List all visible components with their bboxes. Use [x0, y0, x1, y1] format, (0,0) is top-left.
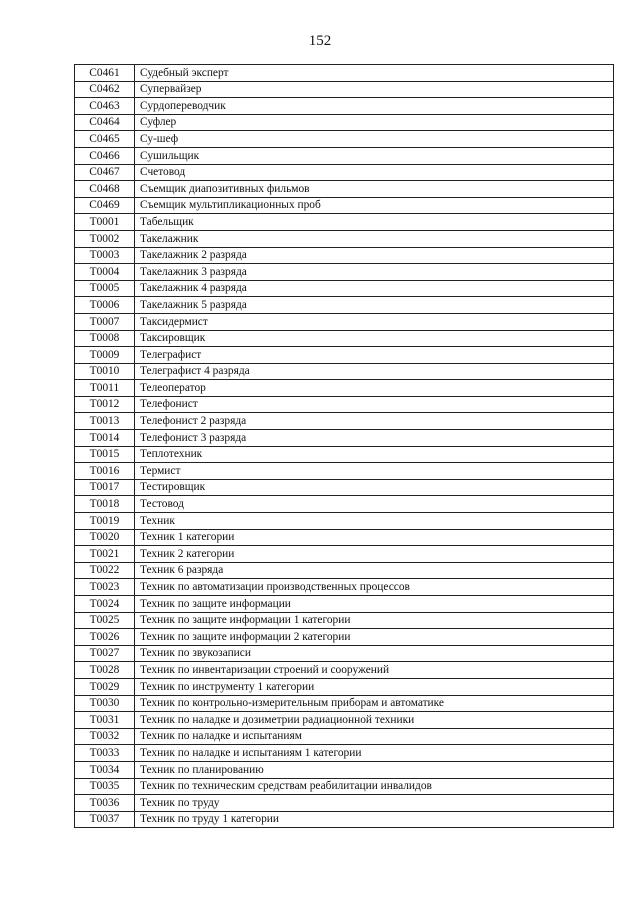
occupation-code: T0012: [75, 396, 135, 413]
table-row: [75, 496, 614, 513]
table-row: [75, 247, 614, 264]
table-row: [75, 778, 614, 795]
occupation-code: T0004: [75, 264, 135, 281]
table-row: [75, 479, 614, 496]
occupation-code: C0467: [75, 164, 135, 181]
occupation-code: T0021: [75, 546, 135, 563]
occupation-code: C0463: [75, 98, 135, 115]
occupation-code: T0029: [75, 678, 135, 695]
occupation-code: T0023: [75, 579, 135, 596]
occupation-name: Техник по техническим средствам реабилитации инвалидов: [135, 778, 614, 795]
occupation-name: Техник по защите информации 1 категории: [135, 612, 614, 629]
table-row: [75, 430, 614, 447]
occupation-name: Судебный эксперт: [135, 65, 614, 82]
occupation-name: Телеграфист 4 разряда: [135, 363, 614, 380]
occupation-name: Техник по автоматизации производственных процессов: [135, 579, 614, 596]
occupation-code: T0010: [75, 363, 135, 380]
table-row: [75, 745, 614, 762]
occupation-name: Сурдопереводчик: [135, 98, 614, 115]
occupation-name: Теплотехник: [135, 446, 614, 463]
occupation-name: Тестировщик: [135, 479, 614, 496]
occupation-code: T0020: [75, 529, 135, 546]
occupation-code: T0036: [75, 795, 135, 812]
occupation-name: Су-шеф: [135, 131, 614, 148]
table-row: [75, 396, 614, 413]
table-row: [75, 280, 614, 297]
table-row: [75, 65, 614, 82]
occupation-code: T0026: [75, 629, 135, 646]
table-row: [75, 612, 614, 629]
table-row: [75, 695, 614, 712]
table-row: [75, 181, 614, 198]
occupation-name: Такелажник 3 разряда: [135, 264, 614, 281]
occupation-name: Суфлер: [135, 114, 614, 131]
table-row: [75, 811, 614, 828]
occupation-code: T0006: [75, 297, 135, 314]
table-row: [75, 513, 614, 530]
occupation-name: Термист: [135, 463, 614, 480]
occupation-code: C0469: [75, 197, 135, 214]
table-body: [75, 65, 614, 828]
table-row: [75, 131, 614, 148]
table-row: [75, 662, 614, 679]
table-row: [75, 363, 614, 380]
occupation-code: T0014: [75, 430, 135, 447]
occupation-name: Счетовод: [135, 164, 614, 181]
occupation-code: T0025: [75, 612, 135, 629]
occupation-name: Сушильщик: [135, 147, 614, 164]
table-row: [75, 114, 614, 131]
occupation-code: T0019: [75, 513, 135, 530]
occupation-name: Тестовод: [135, 496, 614, 513]
table-row: [75, 147, 614, 164]
table-row: [75, 446, 614, 463]
table-row: [75, 712, 614, 729]
occupation-code: T0031: [75, 712, 135, 729]
occupation-name: Техник по контрольно-измерительным приборам и автоматике: [135, 695, 614, 712]
occupation-name: Техник по инструменту 1 категории: [135, 678, 614, 695]
table-row: [75, 596, 614, 613]
table-row: [75, 795, 614, 812]
occupation-name: Съемщик диапозитивных фильмов: [135, 181, 614, 198]
occupation-code: C0461: [75, 65, 135, 82]
occupation-code: T0011: [75, 380, 135, 397]
occupation-code: T0016: [75, 463, 135, 480]
occupation-name: Техник по инвентаризации строений и сооружений: [135, 662, 614, 679]
occupation-code: C0465: [75, 131, 135, 148]
occupation-code: T0005: [75, 280, 135, 297]
occupation-name: Техник 2 категории: [135, 546, 614, 563]
table-row: [75, 629, 614, 646]
occupation-name: Таксировщик: [135, 330, 614, 347]
table-row: [75, 645, 614, 662]
occupation-name: Техник по труду 1 категории: [135, 811, 614, 828]
occupation-name: Такелажник 4 разряда: [135, 280, 614, 297]
page-number: 152: [308, 33, 332, 49]
table-row: [75, 562, 614, 579]
table-row: [75, 313, 614, 330]
occupation-name: Техник по защите информации: [135, 596, 614, 613]
occupation-name: Телефонист: [135, 396, 614, 413]
table-row: [75, 728, 614, 745]
occupation-name: Телефонист 2 разряда: [135, 413, 614, 430]
table-row: [75, 264, 614, 281]
occupation-name: Техник по звукозаписи: [135, 645, 614, 662]
table-row: [75, 214, 614, 231]
occupation-code: T0034: [75, 761, 135, 778]
occupation-code: T0013: [75, 413, 135, 430]
table-row: [75, 579, 614, 596]
occupation-code: T0015: [75, 446, 135, 463]
occupation-name: Таксидермист: [135, 313, 614, 330]
table-row: [75, 380, 614, 397]
occupation-code: C0468: [75, 181, 135, 198]
occupation-code: T0008: [75, 330, 135, 347]
occupation-name: Техник 1 категории: [135, 529, 614, 546]
occupation-code: T0017: [75, 479, 135, 496]
table-row: [75, 297, 614, 314]
occupation-code: T0027: [75, 645, 135, 662]
table-row: [75, 230, 614, 247]
occupation-name: Съемщик мультипликационных проб: [135, 197, 614, 214]
occupation-code: T0007: [75, 313, 135, 330]
occupation-name: Супервайзер: [135, 81, 614, 98]
occupation-name: Техник по наладке и дозиметрии радиационной техники: [135, 712, 614, 729]
occupation-name: Табельщик: [135, 214, 614, 231]
occupation-name: Телефонист 3 разряда: [135, 430, 614, 447]
occupation-name: Техник: [135, 513, 614, 530]
occupation-code: T0030: [75, 695, 135, 712]
table-row: [75, 529, 614, 546]
table-row: [75, 81, 614, 98]
table-row: [75, 98, 614, 115]
occupation-code: C0464: [75, 114, 135, 131]
table-row: [75, 197, 614, 214]
occupation-name: Такелажник: [135, 230, 614, 247]
table-row: [75, 164, 614, 181]
occupation-code: T0035: [75, 778, 135, 795]
occupation-name: Техник по наладке и испытаниям: [135, 728, 614, 745]
table-row: [75, 413, 614, 430]
occupation-code: T0024: [75, 596, 135, 613]
occupation-code: C0466: [75, 147, 135, 164]
occupation-code: T0002: [75, 230, 135, 247]
occupation-code: T0022: [75, 562, 135, 579]
occupation-code: T0001: [75, 214, 135, 231]
table-row: [75, 330, 614, 347]
table-row: [75, 546, 614, 563]
occupation-name: Такелажник 5 разряда: [135, 297, 614, 314]
occupation-codes-table: [74, 64, 614, 828]
occupation-name: Телеграфист: [135, 347, 614, 364]
occupation-name: Техник по защите информации 2 категории: [135, 629, 614, 646]
occupation-name: Телеоператор: [135, 380, 614, 397]
occupation-code: C0462: [75, 81, 135, 98]
table-row: [75, 678, 614, 695]
occupation-code: T0037: [75, 811, 135, 828]
occupation-code: T0032: [75, 728, 135, 745]
occupation-name: Техник по наладке и испытаниям 1 категории: [135, 745, 614, 762]
occupation-code: T0003: [75, 247, 135, 264]
occupation-name: Техник по труду: [135, 795, 614, 812]
table-row: [75, 463, 614, 480]
occupation-code: T0028: [75, 662, 135, 679]
occupation-code: T0033: [75, 745, 135, 762]
table-row: [75, 761, 614, 778]
occupation-code: T0009: [75, 347, 135, 364]
table-row: [75, 347, 614, 364]
occupation-name: Техник 6 разряда: [135, 562, 614, 579]
occupation-code: T0018: [75, 496, 135, 513]
occupation-name: Такелажник 2 разряда: [135, 247, 614, 264]
occupation-name: Техник по планированию: [135, 761, 614, 778]
